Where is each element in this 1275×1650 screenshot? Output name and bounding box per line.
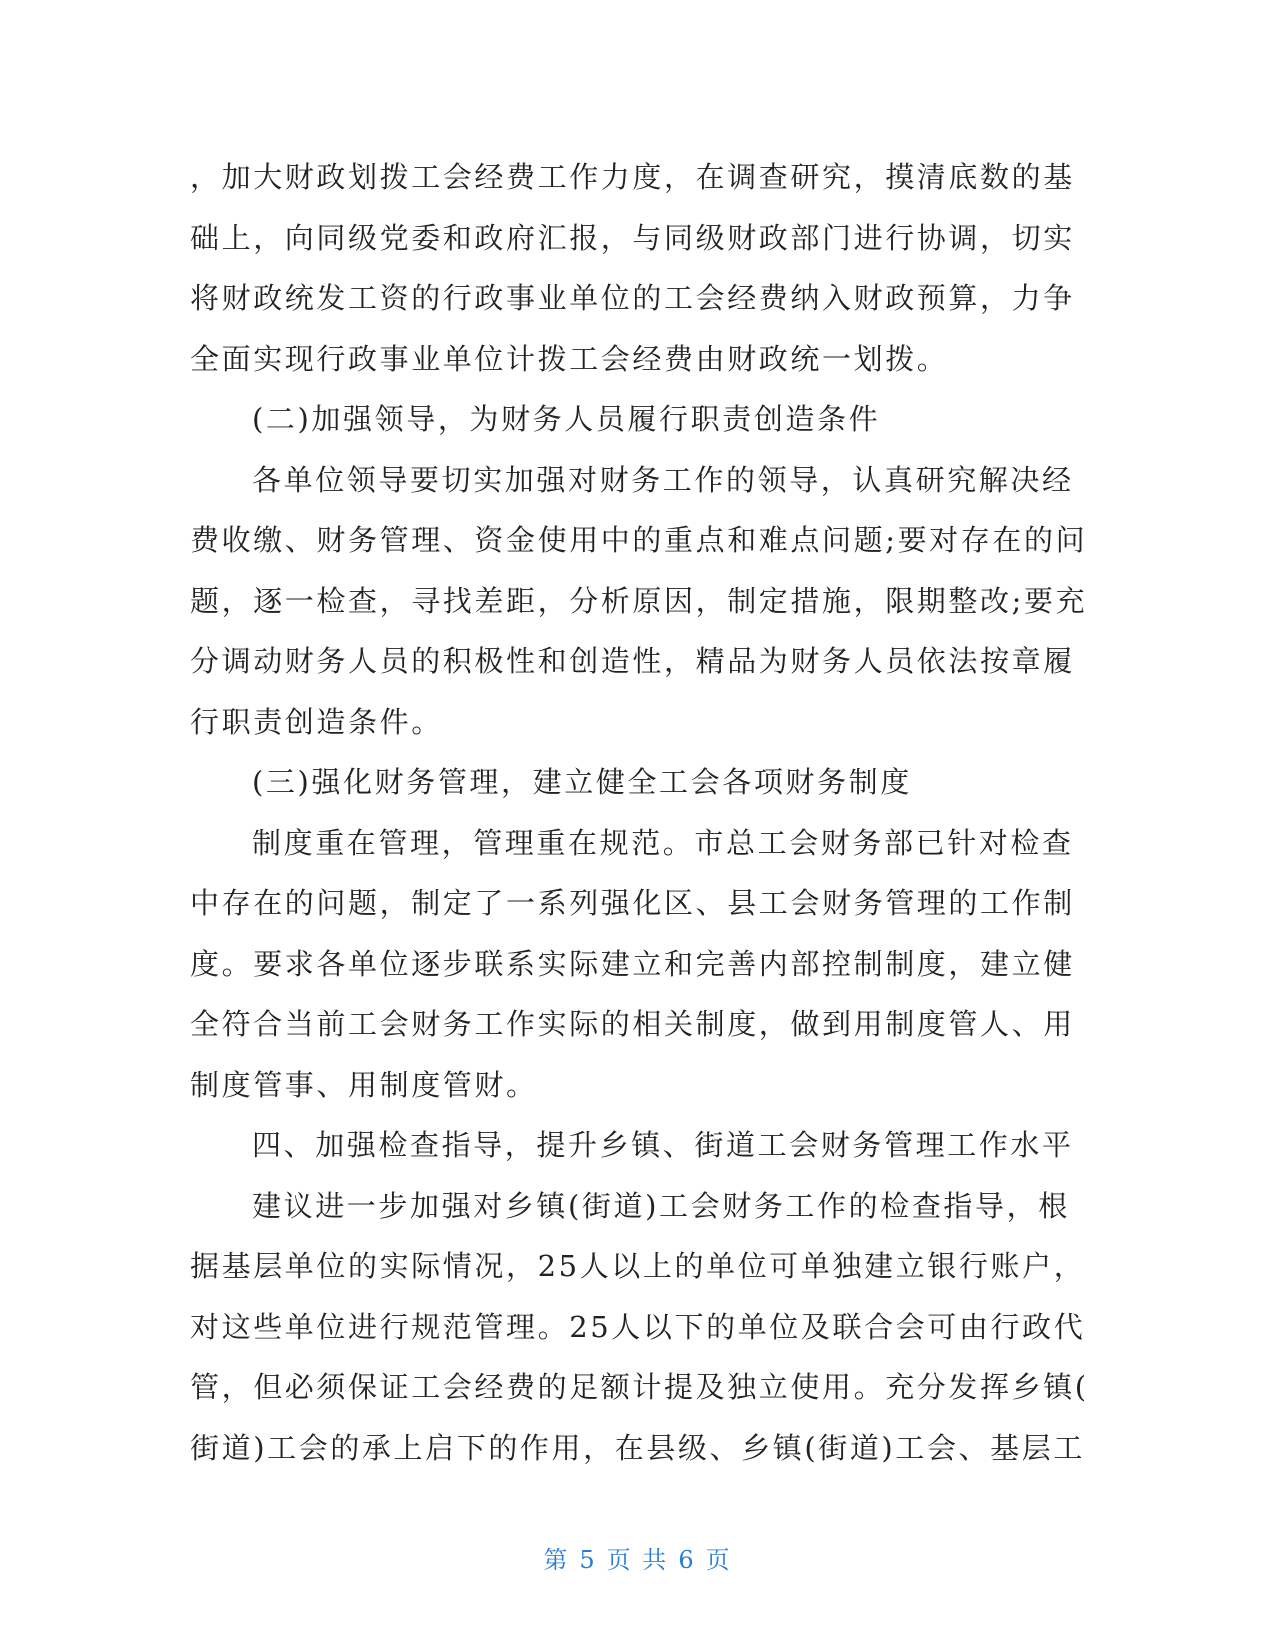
body-line: ，加大财政划拨工会经费工作力度，在调查研究，摸清底数的基	[190, 160, 1075, 194]
body-line: 行职责创造条件。	[190, 704, 443, 739]
total-page-number: 6	[678, 1546, 696, 1574]
body-line: 中存在的问题，制定了一系列强化区、县工会财务管理的工作制	[190, 886, 1075, 920]
body-line: 度。要求各单位逐步联系实际建立和完善内部控制制度，建立健	[190, 946, 1075, 981]
body-line: 将财政统发工资的行政事业单位的工会经费纳入财政预算，力争	[190, 281, 1075, 315]
body-line: 对这些单位进行规范管理。25人以下的单位及联合会可由行政代	[190, 1309, 1086, 1344]
body-line: 管，但必须保证工会经费的足额计提及独立使用。充分发挥乡镇(	[190, 1370, 1089, 1404]
body-line: 分调动财务人员的积极性和创造性，精品为财务人员依法按章履	[190, 644, 1075, 678]
body-line: 费收缴、财务管理、资金使用中的重点和难点问题;要对存在的问	[190, 523, 1088, 557]
body-line: 全符合当前工会财务工作实际的相关制度，做到用制度管人、用	[190, 1007, 1075, 1041]
page-footer	[0, 1540, 1275, 1575]
section-heading: (三)强化财务管理，建立健全工会各项财务制度	[252, 765, 912, 799]
body-line: 据基层单位的实际情况，25人以上的单位可单独建立银行账户，	[190, 1249, 1086, 1283]
body-line: 题，逐一检查，寻找差距，分析原因，制定措施，限期整改;要充	[190, 583, 1088, 618]
section-heading: 四、加强检查指导，提升乡镇、街道工会财务管理工作水平	[252, 1128, 1074, 1162]
current-page-number: 5	[579, 1546, 597, 1574]
body-line: 制度管事、用制度管财。	[190, 1067, 538, 1102]
body-line: 各单位领导要切实加强对财务工作的领导，认真研究解决经	[252, 462, 1074, 497]
document-body	[190, 147, 1089, 1478]
section-heading: (二)加强领导，为财务人员履行职责创造条件	[252, 402, 881, 436]
footer-middle: 页 共	[606, 1546, 669, 1574]
footer-suffix: 页	[705, 1546, 732, 1574]
body-line: 建议进一步加强对乡镇(街道)工会财务工作的检查指导，根	[252, 1188, 1070, 1223]
body-line: 全面实现行政事业单位计拨工会经费由财政统一划拨。	[190, 341, 949, 376]
body-line: 制度重在管理，管理重在规范。市总工会财务部已针对检查	[252, 825, 1074, 860]
body-line: 街道)工会的承上启下的作用，在县级、乡镇(街道)工会、基层工	[190, 1430, 1085, 1465]
footer-prefix: 第	[543, 1546, 570, 1574]
body-line: 础上，向同级党委和政府汇报，与同级财政部门进行协调，切实	[190, 220, 1075, 255]
